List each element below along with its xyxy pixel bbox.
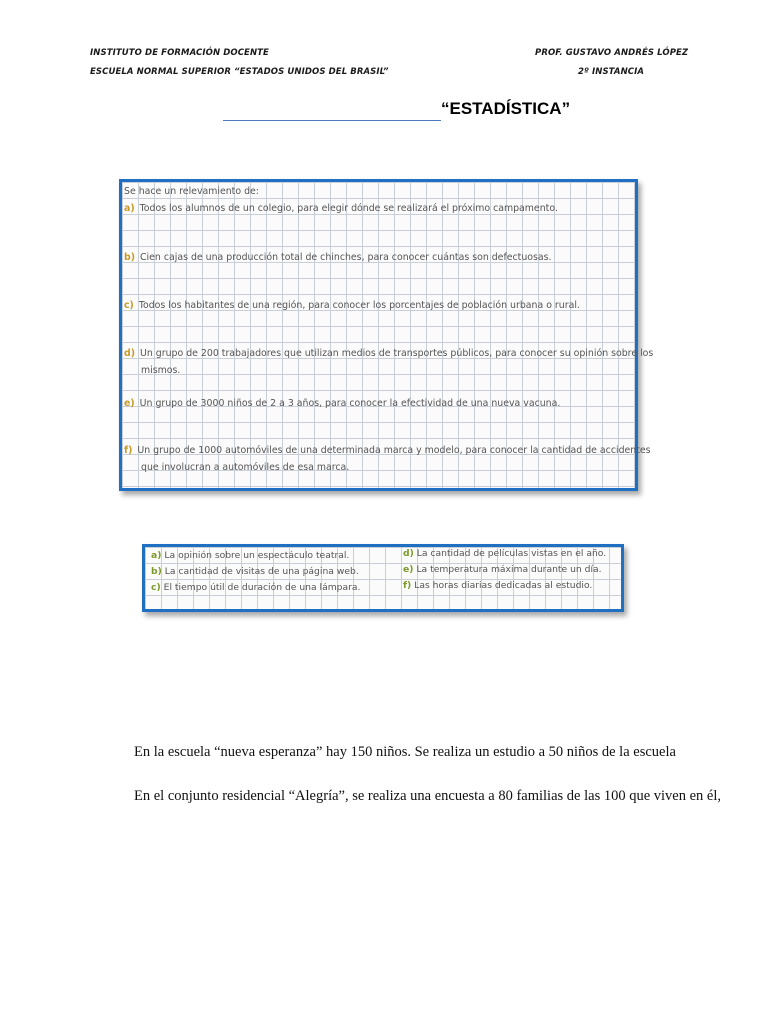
item-text: La cantidad de visitas de una página web. — [164, 566, 359, 577]
item-text: Un grupo de 200 trabajadores que utilizan medios de transportes públicos, para conocer su opinión sobre los — [140, 348, 654, 359]
item-letter: c) — [124, 300, 134, 311]
item-text: La cantidad de películas vistas en el año. — [416, 548, 607, 559]
header-instance: 2º INSTANCIA — [578, 67, 645, 77]
box1-item-b — [124, 252, 552, 263]
item-text: Las horas diarias dedicadas al estudio. — [414, 580, 593, 591]
item-letter: d) — [124, 348, 135, 359]
item-letter: a) — [151, 550, 162, 561]
item-letter: a) — [124, 203, 135, 214]
title-underline — [223, 120, 441, 121]
item-letter: e) — [403, 564, 414, 575]
item-text: El tiempo útil de duración de una lámpara. — [163, 582, 361, 593]
box2-item-e — [403, 564, 602, 575]
item-text: Todos los habitantes de una región, para conocer los porcentajes de población urbana o rural. — [138, 300, 580, 311]
box1-item-f-continued: que involucran a automóviles de esa marca. — [141, 462, 350, 473]
item-text: La opinión sobre un espectáculo teatral. — [164, 550, 350, 561]
item-text: La temperatura máxima durante un día. — [416, 564, 602, 575]
item-letter: f) — [124, 445, 133, 456]
box2-item-a — [151, 550, 349, 561]
header-school: ESCUELA NORMAL SUPERIOR “ESTADOS UNIDOS DEL BRASIL” — [90, 67, 389, 77]
box1-item-c — [124, 300, 580, 311]
item-letter: e) — [124, 398, 135, 409]
paragraph-residential-example: En el conjunto residencial “Alegría”, se realiza una encuesta a 80 familias de las 100 que viven en él, — [134, 788, 722, 804]
box2-item-c — [151, 582, 360, 593]
box2-item-f — [403, 580, 592, 591]
box1-item-d — [124, 348, 653, 359]
item-text: Un grupo de 1000 automóviles de una determinada marca y modelo, para conocer la cantidad de accidentes — [137, 445, 651, 456]
item-letter: b) — [124, 252, 135, 263]
box1-item-d-continued: mismos. — [141, 365, 181, 376]
box1-intro: Se hace un relevamiento de: — [124, 186, 259, 197]
page-title: “ESTADÍSTICA” — [441, 99, 571, 118]
item-text: Todos los alumnos de un colegio, para elegir dónde se realizará el próximo campamento. — [139, 203, 558, 214]
box2-item-d — [403, 548, 606, 559]
box1-item-e — [124, 398, 560, 409]
box2-item-b — [151, 566, 359, 577]
item-letter: c) — [151, 582, 161, 593]
box1-item-a — [124, 203, 558, 214]
item-letter: f) — [403, 580, 412, 591]
box1-item-f — [124, 445, 651, 456]
item-text: Un grupo de 3000 niños de 2 a 3 años, para conocer la efectividad de una nueva vacuna. — [139, 398, 561, 409]
item-text: Cien cajas de una producción total de chinches, para conocer cuántas son defectuosas. — [140, 252, 552, 263]
header-institute: INSTITUTO DE FORMACIÓN DOCENTE — [90, 48, 269, 58]
paragraph-school-example: En la escuela “nueva esperanza” hay 150 niños. Se realiza un estudio a 50 niños de la escuela — [134, 744, 676, 760]
item-letter: d) — [403, 548, 414, 559]
header-professor: PROF. GUSTAVO ANDRÉS LÓPEZ — [535, 48, 689, 58]
item-letter: b) — [151, 566, 162, 577]
